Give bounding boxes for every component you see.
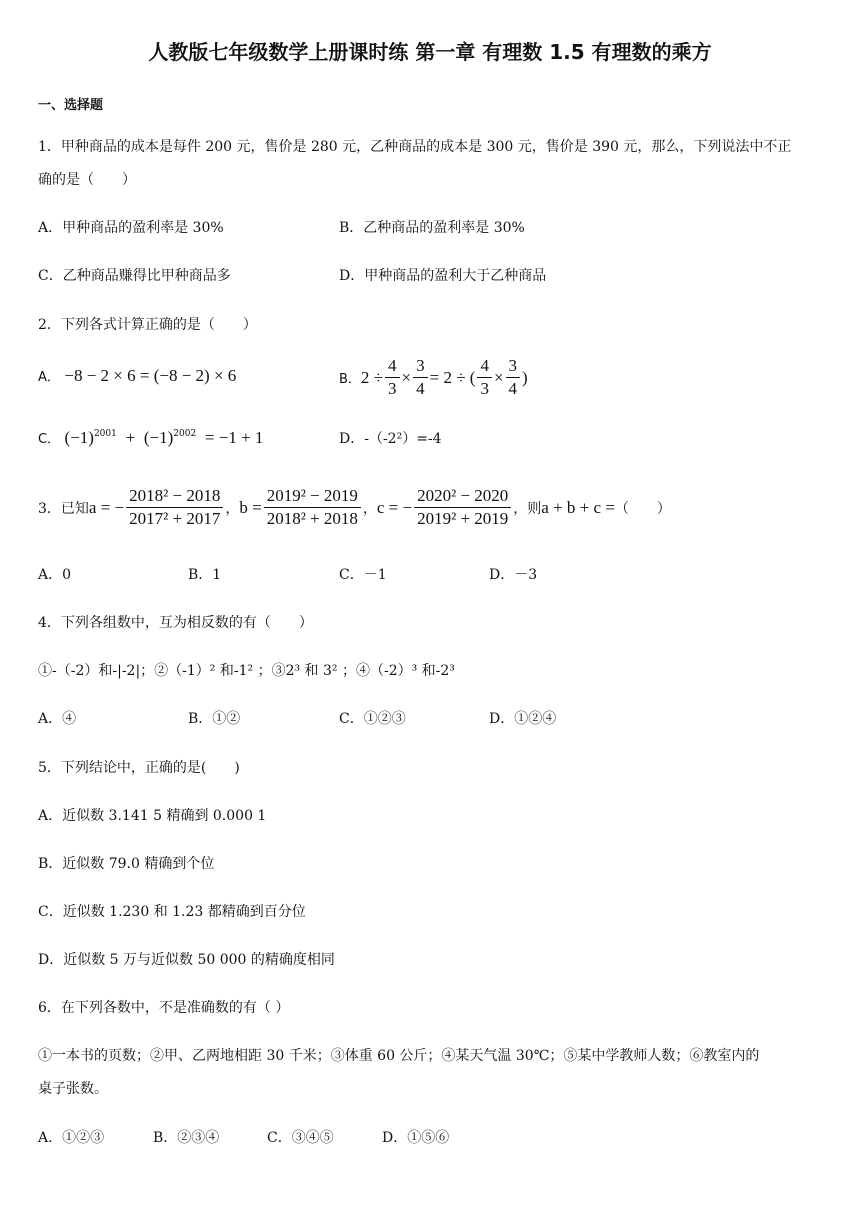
q2-b-pre: 2 ÷ bbox=[360, 367, 384, 387]
q2-c-rest: = −1 + 1 bbox=[200, 428, 264, 447]
q3-sum: a + b + c = bbox=[541, 497, 615, 517]
q3-c-den: 2019² + 2019 bbox=[417, 509, 509, 528]
q3-b-den: 2018² + 2018 bbox=[266, 509, 358, 528]
q3-c-frac bbox=[414, 486, 511, 529]
q3-a-frac bbox=[126, 486, 223, 529]
q4-option-a: A．④ bbox=[38, 711, 77, 727]
q2-b-eq: = 2 ÷ ( bbox=[429, 367, 476, 387]
q2-c-exp-1: 2001 bbox=[93, 429, 117, 439]
q2-b-frac-4-num: 3 bbox=[506, 356, 521, 378]
q4-option-c: C．①②③ bbox=[339, 711, 406, 727]
q6-items-line1: ①一本书的页数；②甲、乙两地相距 30 千米；③体重 60 公斤；④某天气温 30℃；⑤某中学教师人数；⑥教室内的 bbox=[38, 1048, 760, 1064]
q2-b-frac-1-den: 3 bbox=[388, 379, 397, 398]
q2-b-frac-2-num: 3 bbox=[413, 356, 428, 378]
q2-option-a bbox=[38, 366, 236, 386]
q2-c-base-1: (−1) bbox=[64, 428, 94, 447]
q1-stem-line1: 1．甲种商品的成本是每件 200 元，售价是 280 元，乙种商品的成本是 300 元，售价是 390 元，那么，下列说法中不正 bbox=[38, 139, 792, 155]
q3-a-den: 2017² + 2017 bbox=[129, 509, 221, 528]
q1-option-d: D．甲种商品的盈利大于乙种商品 bbox=[339, 268, 547, 284]
q2-option-c-label: C． bbox=[38, 432, 61, 447]
q2-b-frac-1 bbox=[385, 356, 400, 399]
q2-b-frac-4 bbox=[506, 356, 521, 399]
q3-option-a: A．0 bbox=[38, 567, 72, 583]
q6-option-d: D．①⑤⑥ bbox=[382, 1130, 450, 1146]
q3-sep-2: ， bbox=[362, 500, 377, 517]
q2-b-times-2: × bbox=[493, 367, 504, 387]
q2-b-frac-2 bbox=[413, 356, 428, 399]
page-title: 人教版七年级数学上册课时练 第一章 有理数 1.5 有理数的乘方 bbox=[148, 40, 712, 64]
q3-c-num: 2020² − 2020 bbox=[414, 486, 511, 508]
q1-stem-line2: 确的是（ ） bbox=[38, 172, 136, 188]
q6-items-line2: 桌子张数。 bbox=[38, 1081, 108, 1097]
q3-option-c: C．－1 bbox=[339, 567, 387, 583]
q2-c-plus: + bbox=[121, 428, 140, 447]
q6-stem: 6．在下列各数中，不是准确数的有（ ） bbox=[38, 1000, 290, 1016]
q5-stem: 5．下列结论中，正确的是( ) bbox=[38, 760, 240, 776]
q5-option-b: B．近似数 79.0 精确到个位 bbox=[38, 856, 215, 872]
q2-c-exp-2: 2002 bbox=[173, 429, 197, 439]
q2-option-b-label: B． bbox=[339, 372, 361, 387]
q3-b-frac bbox=[264, 486, 361, 529]
q4-groups: ①-（-2）和-|-2|；②（-1）² 和-1² ；③2³ 和 3² ；④（-2）³ 和-2³ bbox=[38, 663, 455, 679]
q2-b-frac-3-den: 3 bbox=[480, 379, 489, 398]
q6-option-c: C．③④⑤ bbox=[267, 1130, 334, 1146]
q2-option-d: D．-（-2²）=-4 bbox=[339, 431, 442, 447]
q3-b-lhs: b = bbox=[239, 497, 262, 517]
section-heading: 一、选择题 bbox=[38, 98, 104, 113]
q4-option-b: B．①② bbox=[188, 711, 241, 727]
q1-option-b: B．乙种商品的盈利率是 30% bbox=[339, 220, 525, 236]
q3-c-lhs: c = − bbox=[376, 497, 413, 517]
q2-b-end: ) bbox=[522, 367, 528, 387]
q5-option-a: A．近似数 3.141 5 精确到 0.000 1 bbox=[38, 808, 267, 824]
q6-option-b: B．②③④ bbox=[153, 1130, 220, 1146]
q1-option-c: C．乙种商品赚得比甲种商品多 bbox=[38, 268, 231, 284]
q2-option-a-label: A． bbox=[38, 370, 60, 385]
q1-option-a: A．甲种商品的盈利率是 30% bbox=[38, 220, 224, 236]
q4-option-d: D．①②④ bbox=[489, 711, 557, 727]
q2-option-b bbox=[339, 356, 528, 399]
q2-b-frac-3 bbox=[477, 356, 492, 399]
q2-b-frac-2-den: 4 bbox=[416, 379, 425, 398]
q2-stem: 2．下列各式计算正确的是（ ） bbox=[38, 317, 257, 333]
q2-b-frac-3-num: 4 bbox=[477, 356, 492, 378]
q3-option-d: D．－3 bbox=[489, 567, 538, 583]
q3-pre: 3．已知 bbox=[38, 500, 89, 517]
q2-option-a-expr: −8 − 2 × 6 = (−8 − 2) × 6 bbox=[64, 366, 237, 385]
q6-option-a: A．①②③ bbox=[38, 1130, 105, 1146]
q3-option-b: B．1 bbox=[188, 567, 222, 583]
q5-option-d: D．近似数 5 万与近似数 50 000 的精确度相同 bbox=[38, 952, 335, 968]
q3-b-num: 2019² − 2019 bbox=[264, 486, 361, 508]
q2-b-frac-1-num: 4 bbox=[385, 356, 400, 378]
q3-sep-1: ， bbox=[225, 500, 240, 517]
q5-option-c: C．近似数 1.230 和 1.23 都精确到百分位 bbox=[38, 904, 306, 920]
q3-stem bbox=[38, 486, 671, 529]
q2-option-c bbox=[38, 428, 263, 448]
q2-b-frac-4-den: 4 bbox=[508, 379, 518, 398]
q3-a-lhs: a = − bbox=[88, 497, 125, 517]
q2-b-times-1: × bbox=[401, 367, 412, 387]
q2-c-base-2: (−1) bbox=[143, 428, 174, 447]
q3-a-num: 2018² − 2018 bbox=[126, 486, 223, 508]
q3-paren: （ ） bbox=[614, 500, 671, 517]
q4-stem: 4．下列各组数中，互为相反数的有（ ） bbox=[38, 615, 313, 631]
q3-post: ，则 bbox=[513, 500, 542, 517]
